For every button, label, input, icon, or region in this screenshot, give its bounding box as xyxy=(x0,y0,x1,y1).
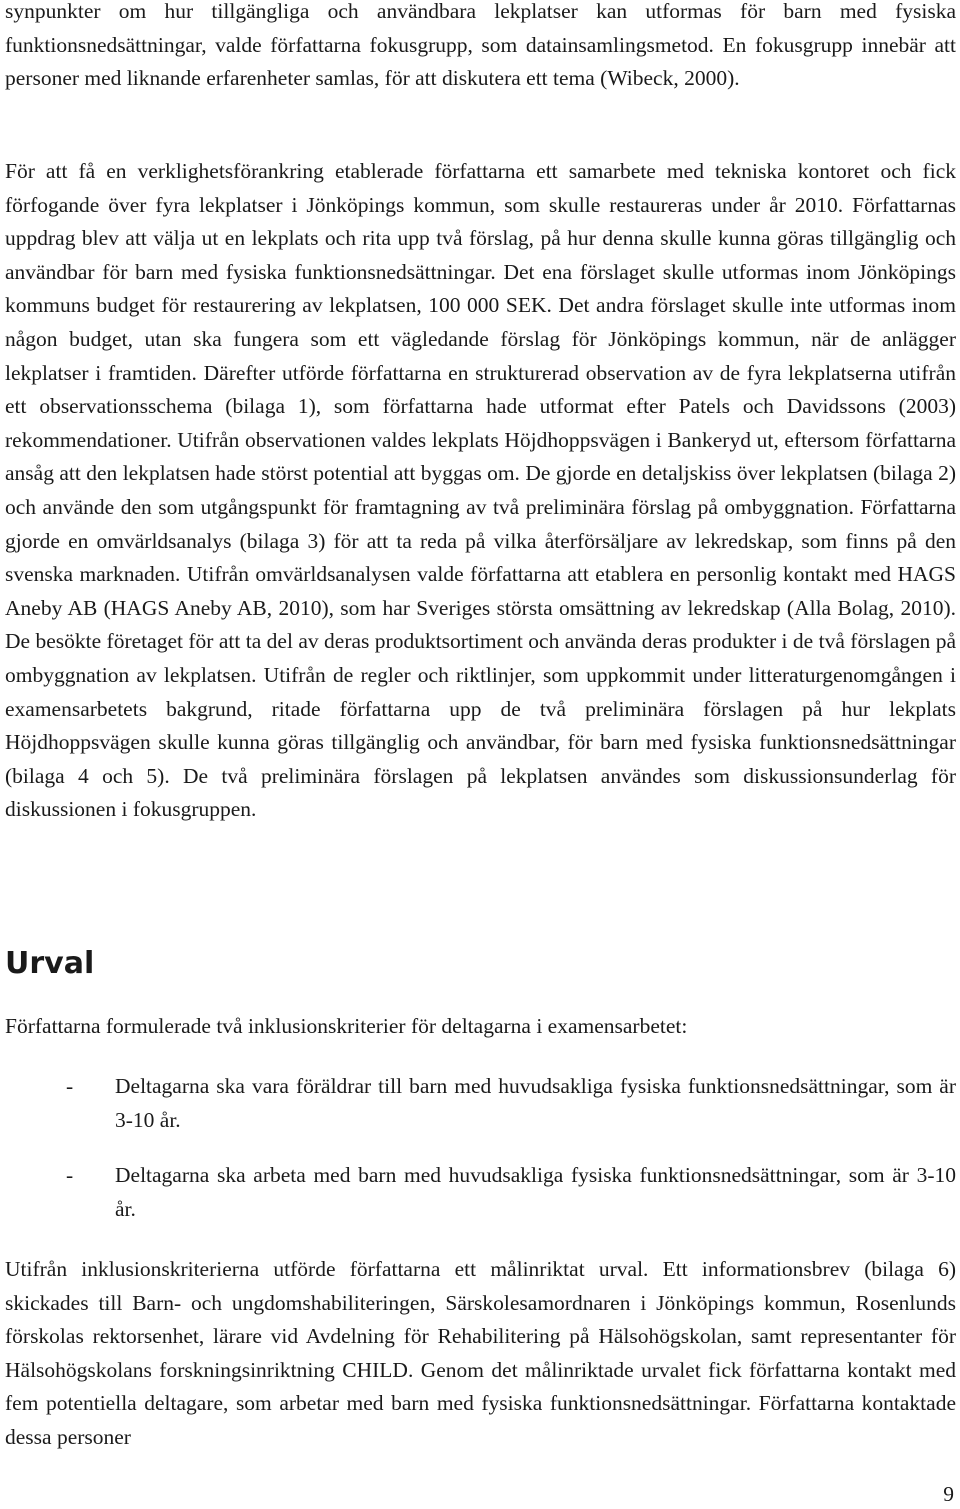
criteria-list xyxy=(5,1070,956,1248)
list-bullet: - xyxy=(66,1163,74,1188)
paragraph-intro: synpunkter om hur tillgängliga och användbara lekplatser kan utformas för barn med fysiska funktionsnedsättningar, valde författarna fokusgrupp, som datainsamlingsmetod. En fokusgrupp innebär att personer med liknande erfarenheter samlas, för att diskutera ett tema (Wibeck, 2000). xyxy=(5,0,956,91)
section-heading-urval: Urval xyxy=(5,946,95,981)
list-item xyxy=(5,1159,956,1226)
paragraph-criteria-intro: Författarna formulerade två inklusionskriterier för deltagarna i examensarbetet: xyxy=(5,1014,688,1038)
list-item-text: Deltagarna ska vara föräldrar till barn med huvudsakliga fysiska funktionsnedsättningar, som är 3-10 år. xyxy=(115,1074,956,1132)
page-number: 9 xyxy=(943,1482,954,1506)
list-item xyxy=(5,1070,956,1137)
list-bullet: - xyxy=(66,1074,74,1098)
list-item-text: Deltagarna ska arbeta med barn med huvudsakliga fysiska funktionsnedsättningar, som är 3-10 år. xyxy=(115,1163,956,1221)
paragraph-selection: Utifrån inklusionskriterierna utförde författarna ett målinriktat urval. Ett informationsbrev (bilaga 6) skickades till Barn- och ungdomshabiliteringen, Särskolesamordnaren i Jönköpings kommun, Rosenlunds förskolas rektorsenhet, lärare vid Avdelning för Rehabilitering på Hälsohögskolan, samt representanter för Hälsohögskolans forskningsinriktning CHILD. Genom det målinriktade urvalet fick författarna kontakt med fem potentiella deltagare, som arbetar med barn med fysiska funktionsnedsättningar. Författarna kontaktade dessa personer xyxy=(5,1257,956,1449)
paragraph-method: För att få en verklighetsförankring etablerade författarna ett samarbete med tekniska kontoret och fick förfogande över fyra lekplatser i Jönköpings kommun, som skulle restaureras under år 2010. Författarnas uppdrag blev att välja ut en lekplats och rita upp två förslag, på hur denna skulle kunna göras tillgänglig och användbar för barn med fysiska funktionsnedsättningar. Det ena förslaget skulle utformas inom Jönköpings kommuns budget för restaurering av lekplatsen, 100 000 SEK. Det andra förslaget skulle inte utformas inom någon budget, utan ska fungera som ett vägledande förslag för Jönköpings kommun, när de anlägger lekplatser i framtiden. Därefter utförde författarna en strukturerad observation av de fyra lekplatserna utifrån ett observationsschema (bilaga 1), som författarna hade utformat efter Patels och Davidssons (2003) rekommendationer. Utifrån observationen valdes lekplats Höjdhoppsvägen i Bankeryd ut, eftersom författarna ansåg att den lekplatsen hade störst potential att byggas om. De gjorde en detaljskiss över lekplatsen (bilaga 2) och använde den som utgångspunkt för framtagning av två preliminära förslag på ombyggnation. Författarna gjorde en omvärldsanalys (bilaga 3) för att ta reda på vilka återförsäljare av lekredskap, som finns på den svenska marknaden. Utifrån omvärldsanalysen valde författarna att etablera en personlig kontakt med HAGS Aneby AB (HAGS Aneby AB, 2010), som har Sveriges största omsättning av lekredskap (Alla Bolag, 2010). De besökte företaget för att ta del av deras produktsortiment och använda deras produkter i de två förslagen på ombyggnation av lekplatsen. Utifrån de regler och riktlinjer, som uppkommit under litteraturgenomgången i examensarbetets bakgrund, ritade författarna upp de två preliminära förslagen på hur lekplats Höjdhoppsvägen skulle kunna göras tillgänglig och användbar, för barn med fysiska funktionsnedsättningar (bilaga 4 och 5). De två preliminära förslagen på lekplatsen användes som diskussionsunderlag för diskussionen i fokusgruppen. xyxy=(5,159,956,822)
